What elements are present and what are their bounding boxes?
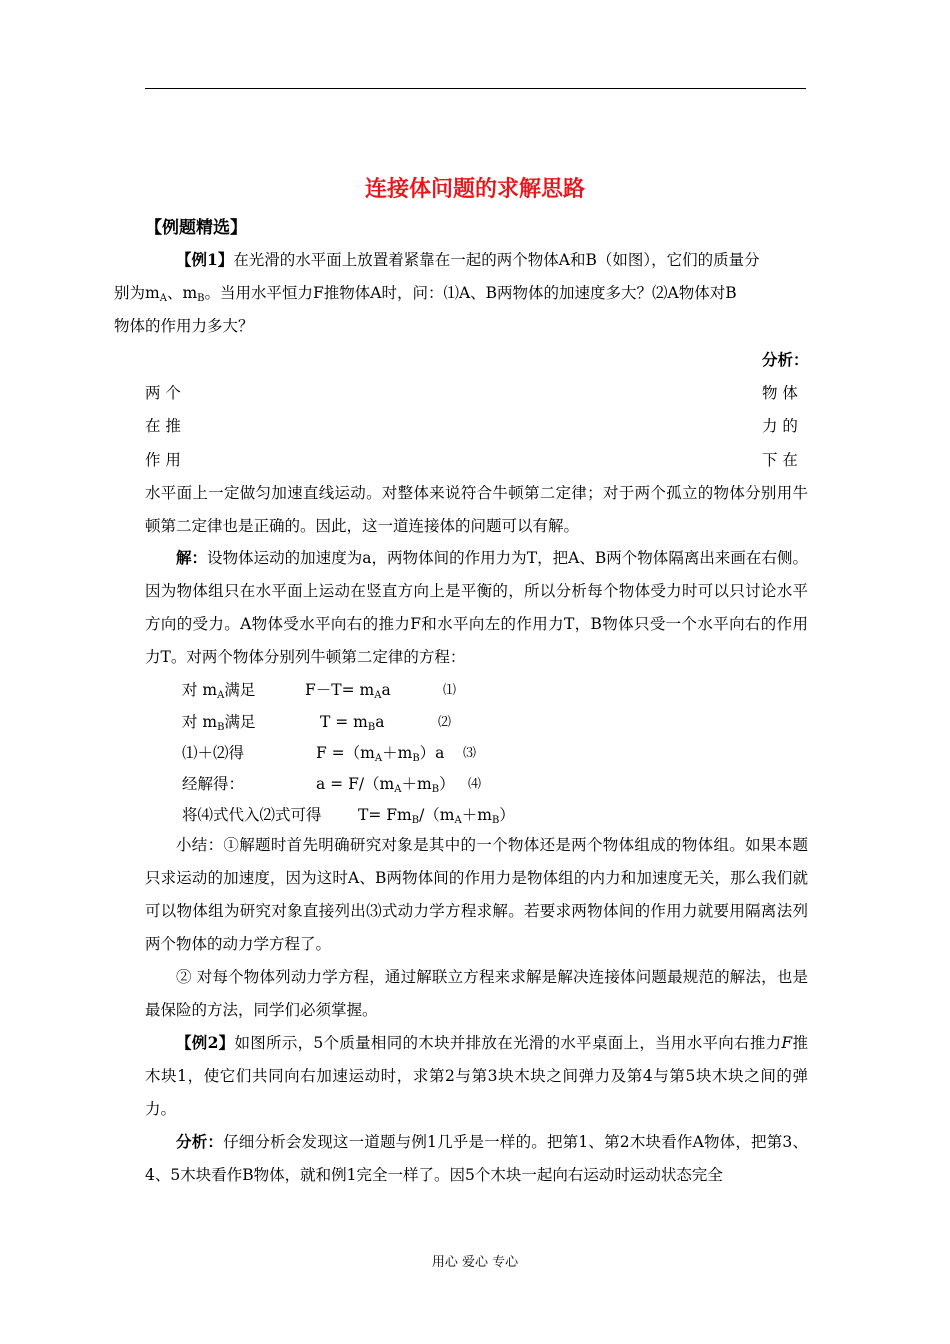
header-rule (145, 88, 806, 89)
analysis-left-1: 两 个 (145, 384, 181, 402)
example1-paragraph: 【例1】在光滑的水平面上放置着紧靠在一起的两个物体A和B（如图），它们的质量分 别为$m_A$、$m_B$。当用水平恒力F推物体A时，问：⑴A、B两物体的加速度多大？⑵A物体对B 物体的作用力多大？ (114, 250, 760, 335)
analysis-right-2: 力 的 (762, 417, 798, 435)
equation-1-label: 对 $m_A$满足 (182, 681, 256, 701)
example2-paragraph: 【例2】如图所示，5个质量相同的木块并排放在光滑的水平桌面上，当用水平向右推力F推木块1，使它们共同向右加速运动时，求第2与第3块木块之间弹力及第4与第5块木块之间的弹力。 (145, 1033, 808, 1118)
equation-3-label: ⑴＋⑵得 (182, 744, 245, 762)
equation-4-expr: $a = F/(m_A+m_B)$ (316, 775, 455, 795)
page-title: 连接体问题的求解思路 (364, 176, 585, 202)
section-heading: 【例题精选】 (145, 218, 247, 238)
example1-label: 【例1】 (176, 250, 234, 269)
equation-2-expr: $T = m_Ba$ (320, 713, 385, 733)
summary-paragraph-2: ② 对每个物体列动力学方程，通过解联立方程来求解是解决连接体问题最规范的解法，也是最保险的方法，同学们必须掌握。 (145, 968, 808, 1019)
force-symbol: F (781, 1034, 793, 1052)
example2-label: 【例2】 (176, 1033, 235, 1052)
equation-3-expr: $F =(m_A+m_B)a$ (316, 744, 445, 764)
equation-4-label: 经解得： (182, 775, 245, 793)
solution-label: 解： (176, 548, 208, 567)
analysis-right-1: 物 体 (762, 384, 798, 402)
analysis2-paragraph: 分析：仔细分析会发现这一道题与例1几乎是一样的。把第1、第2木块看作A物体，把第3、4、5木块看作B物体，就和例1完全一样了。因5个木块一起向右运动时运动状态完全 (145, 1132, 808, 1184)
equation-1-number: ⑴ (443, 683, 457, 698)
page-footer: 用心 爱心 专心 (431, 1255, 519, 1270)
analysis-left-3: 作 用 (145, 451, 181, 469)
equation-4-number: ⑷ (468, 777, 482, 792)
solution-paragraph: 解：设物体运动的加速度为a，两物体间的作用力为T，把A、B两个物体隔离出来画在右侧。因为物体组只在水平面上运动在竖直方向上是平衡的，所以分析每个物体受力时可以只讨论水平方向的受力。A物体受水平向右的推力F和水平向左的作用力T，B物体只受一个水平向右的作用力T。对两个物体分别列牛顿第二定律的方程： (145, 548, 808, 666)
analysis-label: 分析： (762, 350, 809, 369)
analysis2-label: 分析： (176, 1132, 224, 1151)
equation-2-number: ⑵ (438, 715, 452, 730)
equation-3-number: ⑶ (463, 746, 477, 761)
summary-paragraph-1: 小结：①解题时首先明确研究对象是其中的一个物体还是两个物体组成的物体组。如果本题只求运动的加速度，因为这时A、B两物体间的作用力是物体组的内力和加速度无关，那么我们就可以物体组为研究对象直接列出⑶式动力学方程求解。若要求两物体间的作用力就要用隔离法列两个物体的动力学方程了。 (145, 836, 808, 953)
analysis-left-2: 在 推 (145, 417, 181, 435)
analysis-text: 水平面上一定做匀加速直线运动。对整体来说符合牛顿第二定律；对于两个孤立的物体分别用牛顿第二定律也是正确的。因此，这一道连接体的问题可以有解。 (145, 484, 808, 535)
equation-5-expr: $T= Fm_B/(m_A+m_B)$ (358, 806, 515, 826)
equation-2-label: 对 $m_B$满足 (182, 713, 256, 733)
equation-5-label: 将⑷式代入⑵式可得 (182, 806, 322, 824)
equation-1-expr: $F-T= m_Aa$ (305, 681, 391, 701)
analysis-right-3: 下 在 (762, 451, 798, 469)
